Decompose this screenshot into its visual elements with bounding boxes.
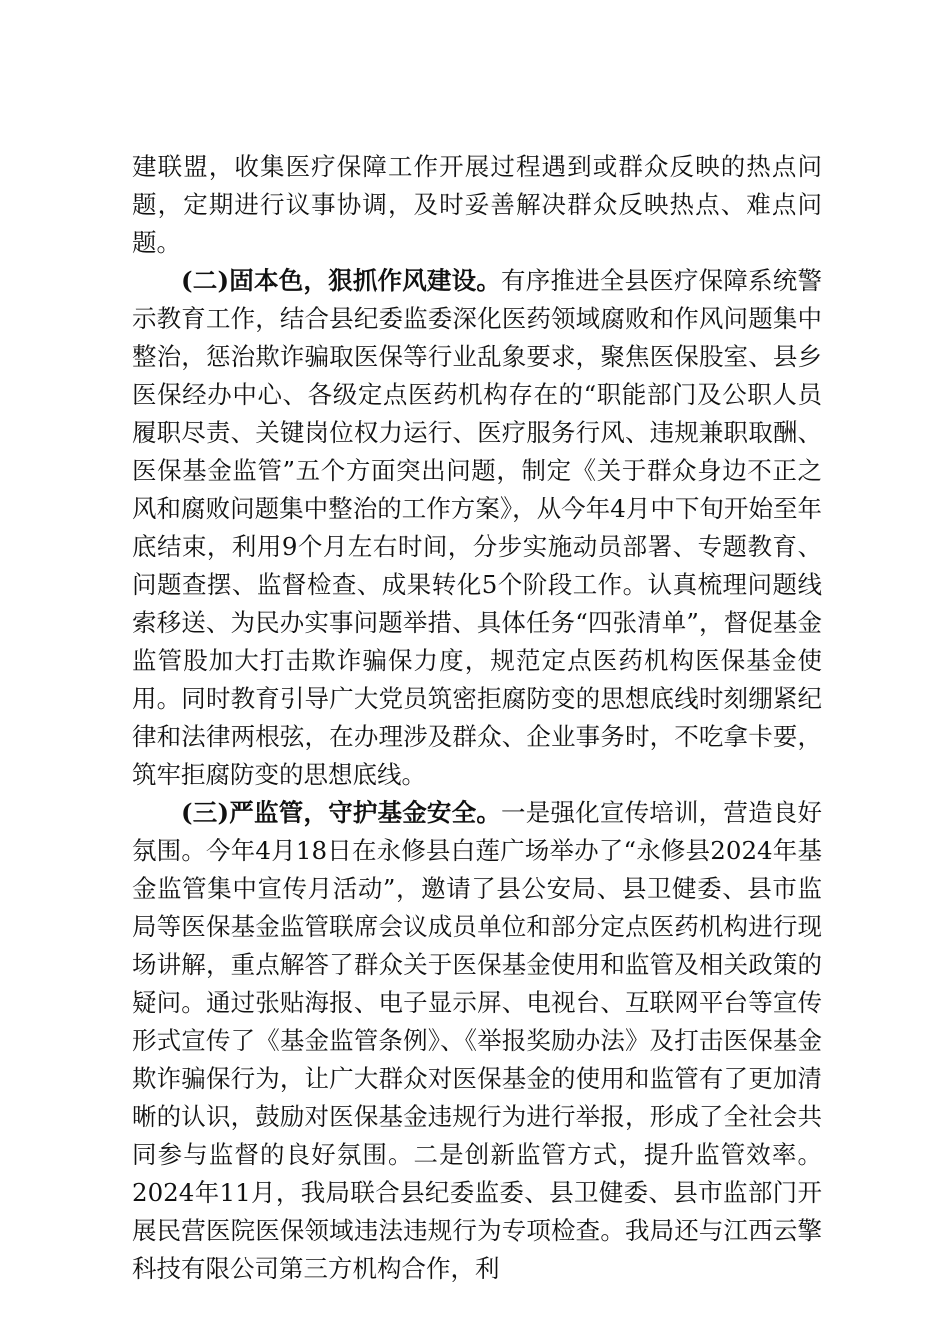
document-body <box>132 148 822 1288</box>
paragraph-2 <box>132 262 822 794</box>
paragraph-3-text: 一是强化宣传培训，营造良好氛围。今年4月18日在永修县白莲广场举办了“永修县2024年基金监管集中宣传月活动”，邀请了县公安局、县卫健委、县市监局等医保基金监管联席会议成员单位和部分定点医药机构进行现场讲解，重点解答了群众关于医保基金使用和监管及相关政策的疑问。通过张贴海报、电子显示屏、电视台、互联网平台等宣传形式宣传了《基金监管条例》、《举报奖励办法》及打击医保基金欺诈骗保行为，让广大群众对医保基金的使用和监管有了更加清晰的认识，鼓励对医保基金违规行为进行举报，形成了全社会共同参与监督的良好氛围。二是创新监管方式，提升监管效率。2024年11月，我局联合县纪委监委、县卫健委、县市监部门开展民营医院医保领域违法违规行为专项检查。我局还与江西云擎科技有限公司第三方机构合作，利 <box>132 798 822 1283</box>
paragraph-1-text: 建联盟，收集医疗保障工作开展过程遇到或群众反映的热点问题，定期进行议事协调，及时妥善解决群众反映热点、难点问题。 <box>132 152 822 257</box>
paragraph-1 <box>132 148 822 262</box>
section-heading-2: (二)固本色，狠抓作风建设。 <box>181 266 502 295</box>
paragraph-2-text: 有序推进全县医疗保障系统警示教育工作，结合县纪委监委深化医药领域腐败和作风问题集中整治，惩治欺诈骗取医保等行业乱象要求，聚焦医保股室、县乡医保经办中心、各级定点医药机构存在的“职能部门及公职人员履职尽责、关键岗位权力运行、医疗服务行风、违规兼职取酬、医保基金监管”五个方面突出问题，制定《关于群众身边不正之风和腐败问题集中整治的工作方案》，从今年4月中下旬开始至年底结束，利用9个月左右时间，分步实施动员部署、专题教育、问题查摆、监督检查、成果转化5个阶段工作。认真梳理问题线索移送、为民办实事问题举措、具体任务“四张清单”，督促基金监管股加大打击欺诈骗保力度，规范定点医药机构医保基金使用。同时教育引导广大党员筑密拒腐防变的思想底线时刻绷紧纪律和法律两根弦，在办理涉及群众、企业事务时，不吃拿卡要，筑牢拒腐防变的思想底线。 <box>132 266 822 789</box>
section-heading-3: (三)严监管，守护基金安全。 <box>181 798 502 827</box>
paragraph-3 <box>132 794 822 1288</box>
